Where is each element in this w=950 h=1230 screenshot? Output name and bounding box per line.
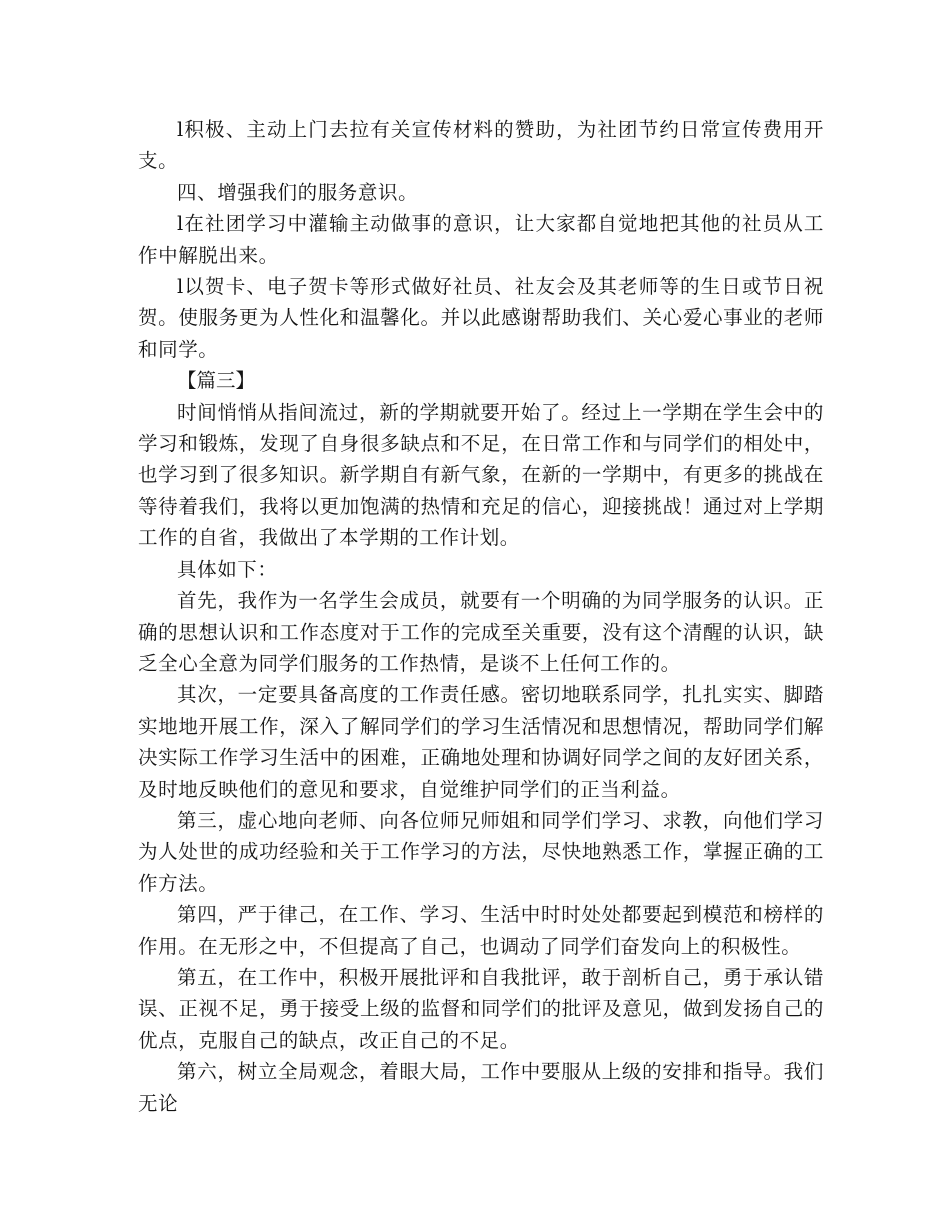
paragraph-first: 首先，我作为一名学生会成员，就要有一个明确的为同学服务的认识。正确的思想认识和工作态度对于工作的完成至关重要，没有这个清醒的认识，缺乏全心全意为同学们服务的工作热情，是谈不上任何工作的。 (138, 589, 824, 675)
paragraph-sponsorship: l积极、主动上门去拉有关宣传材料的赞助，为社团节约日常宣传费用开支。 (138, 118, 824, 173)
paragraph-sixth: 第六，树立全局观念，着眼大局，工作中要服从上级的安排和指导。我们无论 (138, 1060, 824, 1115)
paragraph-third: 第三，虚心地向老师、向各位师兄师姐和同学们学习、求教，向他们学习为人处世的成功经验和关于工作学习的方法，尽快地熟悉工作，掌握正确的工作方法。 (138, 808, 824, 895)
paragraph-fifth: 第五，在工作中，积极开展批评和自我批评，敢于剖析自己，勇于承认错误、正视不足，勇于接受上级的监督和同学们的批评及意见，做到发扬自己的优点，克服自己的缺点，改正自己的不足。 (138, 965, 824, 1052)
paragraph-greeting-cards: l以贺卡、电子贺卡等形式做好社员、社友会及其老师等的生日或节日祝贺。使服务更为人性化和温馨化。并以此感谢帮助我们、关心爱心事业的老师和同学。 (138, 275, 824, 361)
document-body (138, 114, 824, 1119)
paragraph-intro: 时间悄悄从指间流过，新的学期就要开始了。经过上一学期在学生会中的学习和锻炼，发现了自身很多缺点和不足，在日常工作和与同学们的相处中，也学习到了很多知识。新学期自有新气象，在新的一学期中，有更多的挑战在等待着我们，我将以更加饱满的热情和充足的信心，迎接挑战！通过对上学期工作的自省，我做出了本学期的工作计划。 (138, 400, 824, 550)
paragraph-details-lead: 具体如下： (177, 557, 278, 581)
paragraph-second: 其次，一定要具备高度的工作责任感。密切地联系同学，扎扎实实、脚踏实地地开展工作，深入了解同学们的学习生活情况和思想情况，帮助同学们解决实际工作学习生活中的困难，正确地处理和协调好同学之间的友好团关系，及时地反映他们的意见和要求，自觉维护同学们的正当利益。 (138, 683, 824, 801)
section-heading-service-awareness: 四、增强我们的服务意识。 (177, 180, 419, 204)
paragraph-fourth: 第四，严于律己，在工作、学习、生活中时时处处都要起到模范和榜样的作用。在无形之中，不但提高了自己，也调动了同学们奋发向上的积极性。 (138, 903, 824, 958)
paragraph-initiative: l在社团学习中灌输主动做事的意识，让大家都自觉地把其他的社员从工作中解脱出来。 (138, 212, 824, 267)
section-title-part-three: 【篇三】 (177, 369, 256, 393)
